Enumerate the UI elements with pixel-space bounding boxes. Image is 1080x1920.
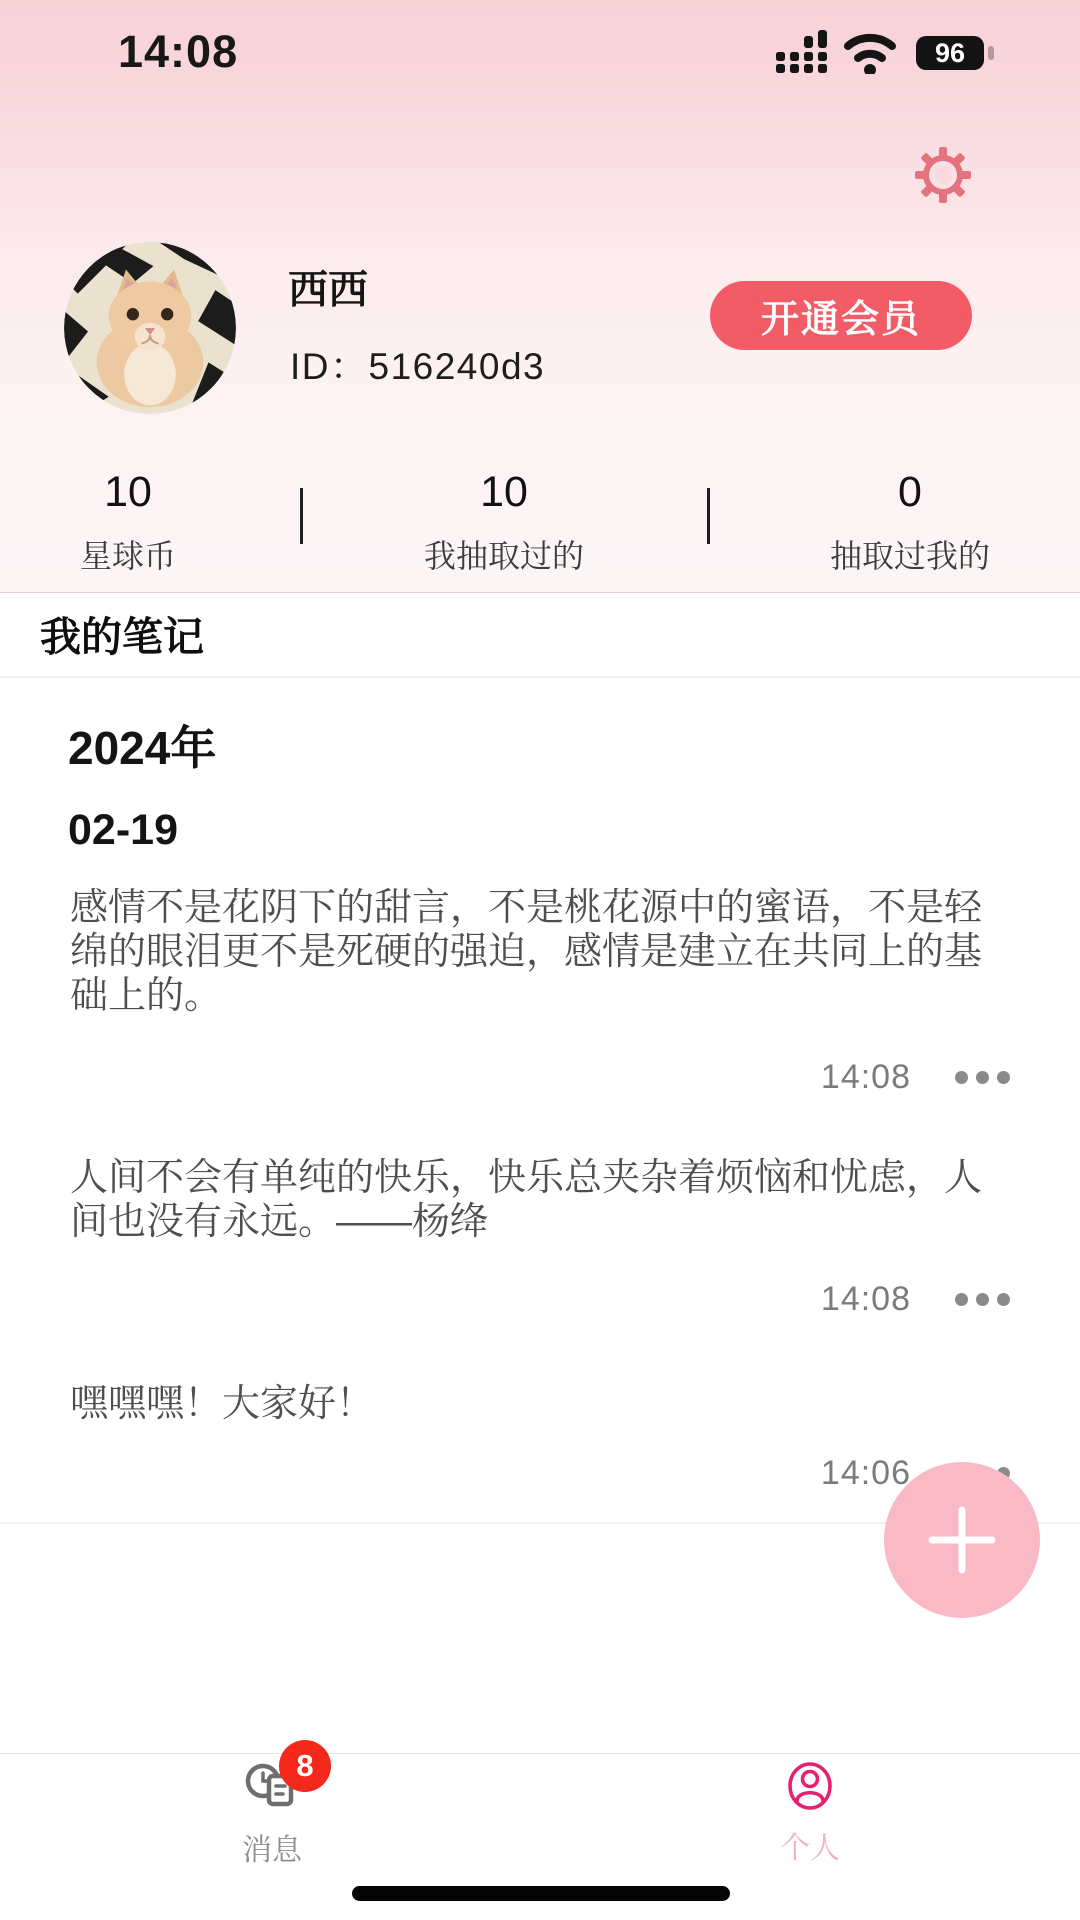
stat-drew-me-value: 0 — [898, 468, 922, 516]
stat-coins[interactable] — [0, 468, 278, 577]
notes-date-header: 02-19 — [68, 806, 178, 854]
note-timestamp: 14:06 — [820, 1454, 911, 1492]
notes-section-title: 我的笔记 — [40, 614, 204, 660]
stat-drawn-by-me-label: 我抽取过的 — [423, 538, 584, 574]
note-timestamp: 14:08 — [820, 1280, 911, 1318]
note-more-icon[interactable] — [955, 1071, 1010, 1084]
tab-messages[interactable] — [162, 1760, 382, 1869]
stat-separator — [300, 488, 303, 544]
profile-id: ID：516240d3 — [290, 346, 546, 387]
notes-year-header: 2024年 — [68, 722, 217, 774]
vip-subscribe-button[interactable]: 开通会员 — [710, 281, 972, 350]
note-more-icon[interactable] — [955, 1293, 1010, 1306]
cellular-signal-icon — [776, 30, 827, 73]
messages-badge: 8 — [279, 1740, 331, 1792]
stat-drew-me-label: 抽取过我的 — [829, 538, 990, 574]
stat-drew-me[interactable] — [760, 468, 1060, 577]
tab-messages-label: 消息 — [242, 1834, 302, 1867]
wifi-dot — [864, 64, 876, 74]
home-indicator[interactable] — [352, 1886, 730, 1901]
plus-icon — [924, 1502, 1000, 1578]
wifi-icon — [848, 38, 892, 58]
stat-drawn-by-me-value: 10 — [480, 468, 528, 516]
tab-profile[interactable] — [700, 1760, 920, 1867]
tab-profile-label: 个人 — [780, 1832, 840, 1865]
stat-drawn-by-me[interactable] — [354, 468, 654, 577]
note-meta — [821, 1058, 1010, 1097]
stat-separator — [707, 488, 710, 544]
person-icon — [785, 1760, 835, 1812]
settings-gear-icon[interactable] — [911, 143, 975, 207]
profile-name: 西西 — [288, 268, 368, 312]
avatar[interactable] — [64, 242, 236, 414]
note-text[interactable]: 嘿嘿嘿！大家好！ — [70, 1383, 375, 1425]
add-note-fab[interactable] — [884, 1462, 1040, 1618]
note-timestamp: 14:08 — [820, 1058, 911, 1096]
note-text[interactable]: 人间不会有单纯的快乐，快乐总夹杂着烦恼和忧虑，人间也没有永远。——杨绛 — [70, 1157, 983, 1243]
stat-coins-value: 10 — [104, 468, 152, 516]
section-divider — [0, 676, 1080, 678]
note-text[interactable]: 感情不是花阴下的甜言，不是桃花源中的蜜语，不是轻绵的眼泪更不是死硬的强迫，感情是建立在共同上的基础上的。 — [70, 887, 983, 1017]
status-time: 14:08 — [118, 26, 239, 77]
note-meta — [821, 1280, 1010, 1319]
status-icons — [770, 30, 1010, 74]
svg-text:96: 96 — [934, 38, 966, 68]
stat-coins-label: 星球币 — [79, 538, 176, 574]
battery-icon — [916, 36, 994, 70]
